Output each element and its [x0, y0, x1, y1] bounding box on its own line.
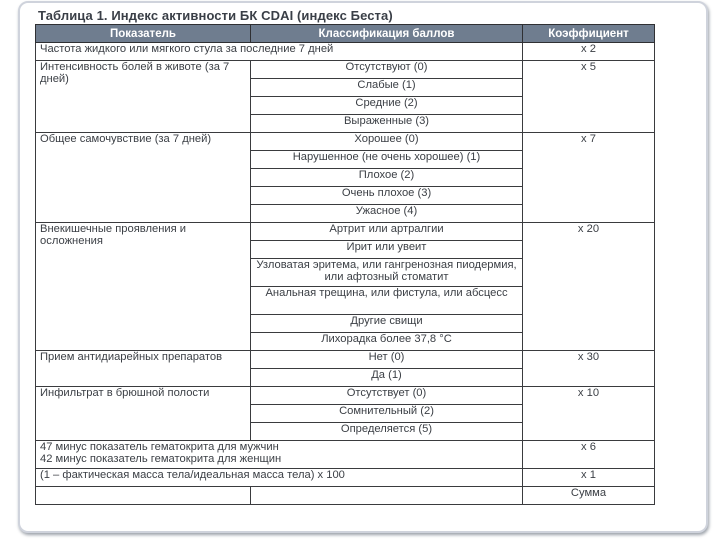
wellbeing-item: Ужасное (4): [251, 205, 523, 223]
extra-item: Ирит или увеит: [251, 241, 523, 259]
extra-coef: x 20: [523, 223, 655, 351]
infiltrate-coef: x 10: [523, 387, 655, 441]
wellbeing-item: Очень плохое (3): [251, 187, 523, 205]
weight-coef: x 1: [523, 469, 655, 487]
pain-item: Выраженные (3): [251, 115, 523, 133]
header-indicator: Показатель: [36, 25, 251, 43]
infiltrate-item: Определяется (5): [251, 423, 523, 441]
sum-empty-2: [251, 487, 523, 505]
pain-coef: x 5: [523, 61, 655, 133]
wellbeing-item: Нарушенное (не очень хорошее) (1): [251, 151, 523, 169]
extra-label: Внекишечные проявления и осложнения: [36, 223, 251, 351]
wellbeing-coef: x 7: [523, 133, 655, 223]
wellbeing-item: Плохое (2): [251, 169, 523, 187]
table-row: [36, 43, 655, 61]
extra-item: Другие свищи: [251, 315, 523, 333]
pain-item: Отсутствуют (0): [251, 61, 523, 79]
table-row: [36, 223, 655, 241]
stool-coef: x 2: [523, 43, 655, 61]
extra-item: Артрит или артралгии: [251, 223, 523, 241]
table-row: [36, 351, 655, 369]
sum-empty-1: [36, 487, 251, 505]
infiltrate-item: Сомнительный (2): [251, 405, 523, 423]
antidiarr-coef: x 30: [523, 351, 655, 387]
table-row: [36, 487, 655, 505]
hematocrit-label: [36, 441, 523, 469]
hematocrit-men: 47 минус показатель гематокрита для мужчин: [40, 441, 279, 453]
antidiarr-item: Да (1): [251, 369, 523, 387]
header-classification: Классификация баллов: [251, 25, 523, 43]
stool-label: Частота жидкого или мягкого стула за последние 7 дней: [36, 43, 523, 61]
weight-label: (1 – фактическая масса тела/идеальная масса тела) х 100: [36, 469, 523, 487]
table-row: [36, 61, 655, 79]
pain-label: Интенсивность болей в животе (за 7 дней): [36, 61, 251, 133]
extra-item: Узловатая эритема, или гангренозная пиодермия, или афтозный стоматит: [251, 259, 523, 287]
cdai-table: [35, 24, 655, 505]
sum-label: Сумма: [523, 487, 655, 505]
wellbeing-label: Общее самочувствие (за 7 дней): [36, 133, 251, 223]
infiltrate-item: Отсутствует (0): [251, 387, 523, 405]
pain-item: Слабые (1): [251, 79, 523, 97]
antidiarr-label: Прием антидиарейных препаратов: [36, 351, 251, 387]
wellbeing-item: Хорошее (0): [251, 133, 523, 151]
table-row: [36, 387, 655, 405]
hematocrit-women: 42 минус показатель гематокрита для женщин: [40, 453, 282, 465]
header-row: [36, 25, 655, 43]
table-row: [36, 441, 655, 469]
pain-item: Средние (2): [251, 97, 523, 115]
extra-item: Лихорадка более 37,8 °С: [251, 333, 523, 351]
header-coefficient: Коэффициент: [523, 25, 655, 43]
infiltrate-label: Инфильтрат в брюшной полости: [36, 387, 251, 441]
hematocrit-coef: x 6: [523, 441, 655, 469]
table-row: [36, 469, 655, 487]
table-row: [36, 133, 655, 151]
antidiarr-item: Нет (0): [251, 351, 523, 369]
table-caption: Таблица 1. Индекс активности БК CDAI (индекс Беста): [38, 8, 393, 23]
extra-item: Анальная трещина, или фистула, или абсцесс: [251, 287, 523, 315]
